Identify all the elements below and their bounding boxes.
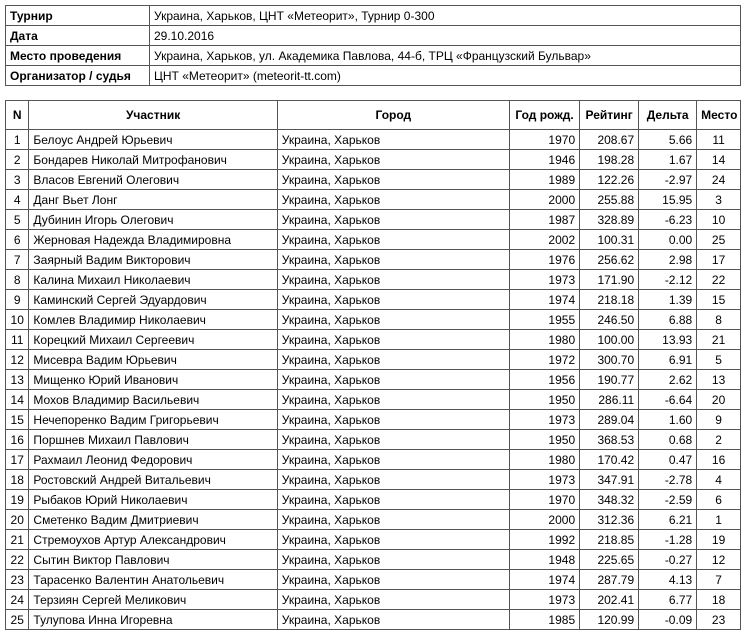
birth-year-cell: 1973 — [509, 470, 579, 490]
info-value: Украина, Харьков, ул. Академика Павлова, 44-б, ТРЦ «Французский Бульвар» — [150, 46, 741, 66]
row-number-cell: 15 — [6, 410, 29, 430]
city-cell: Украина, Харьков — [277, 330, 509, 350]
birth-year-cell: 1950 — [509, 390, 579, 410]
place-cell: 24 — [697, 170, 741, 190]
row-number-cell: 14 — [6, 390, 29, 410]
info-row — [6, 46, 741, 66]
info-value: 29.10.2016 — [150, 26, 741, 46]
rating-cell: 218.18 — [580, 290, 639, 310]
table-row — [6, 330, 741, 350]
table-row — [6, 250, 741, 270]
rating-cell: 255.88 — [580, 190, 639, 210]
birth-year-cell: 1956 — [509, 370, 579, 390]
col-header-city: Город — [277, 101, 509, 130]
rating-cell: 120.99 — [580, 610, 639, 630]
place-cell: 9 — [697, 410, 741, 430]
birth-year-cell: 1974 — [509, 290, 579, 310]
col-header-birth-year: Год рожд. — [509, 101, 579, 130]
rating-cell: 289.04 — [580, 410, 639, 430]
table-row — [6, 350, 741, 370]
birth-year-cell: 1992 — [509, 530, 579, 550]
info-key: Организатор / судья — [6, 66, 150, 86]
participant-name-cell: Стремоухов Артур Александрович — [29, 530, 277, 550]
participant-name-cell: Власов Евгений Олегович — [29, 170, 277, 190]
birth-year-cell: 2000 — [509, 510, 579, 530]
row-number-cell: 23 — [6, 570, 29, 590]
birth-year-cell: 1970 — [509, 130, 579, 150]
row-number-cell: 6 — [6, 230, 29, 250]
delta-cell: 6.21 — [639, 510, 697, 530]
delta-cell: 1.67 — [639, 150, 697, 170]
table-row — [6, 130, 741, 150]
place-cell: 19 — [697, 530, 741, 550]
rating-cell: 198.28 — [580, 150, 639, 170]
birth-year-cell: 1946 — [509, 150, 579, 170]
city-cell: Украина, Харьков — [277, 490, 509, 510]
row-number-cell: 22 — [6, 550, 29, 570]
row-number-cell: 1 — [6, 130, 29, 150]
delta-cell: -1.28 — [639, 530, 697, 550]
row-number-cell: 8 — [6, 270, 29, 290]
participants-table — [5, 100, 741, 630]
place-cell: 15 — [697, 290, 741, 310]
row-number-cell: 9 — [6, 290, 29, 310]
col-header-rating: Рейтинг — [580, 101, 639, 130]
table-row — [6, 430, 741, 450]
table-row — [6, 370, 741, 390]
row-number-cell: 2 — [6, 150, 29, 170]
birth-year-cell: 1987 — [509, 210, 579, 230]
table-row — [6, 290, 741, 310]
birth-year-cell: 1973 — [509, 590, 579, 610]
place-cell: 14 — [697, 150, 741, 170]
place-cell: 2 — [697, 430, 741, 450]
participant-name-cell: Мищенко Юрий Иванович — [29, 370, 277, 390]
birth-year-cell: 1950 — [509, 430, 579, 450]
row-number-cell: 18 — [6, 470, 29, 490]
table-row — [6, 310, 741, 330]
participant-name-cell: Поршнев Михаил Павлович — [29, 430, 277, 450]
place-cell: 23 — [697, 610, 741, 630]
participant-name-cell: Белоус Андрей Юрьевич — [29, 130, 277, 150]
row-number-cell: 19 — [6, 490, 29, 510]
birth-year-cell: 1972 — [509, 350, 579, 370]
delta-cell: -2.59 — [639, 490, 697, 510]
rating-cell: 368.53 — [580, 430, 639, 450]
table-row — [6, 530, 741, 550]
birth-year-cell: 1974 — [509, 570, 579, 590]
city-cell: Украина, Харьков — [277, 290, 509, 310]
rating-cell: 202.41 — [580, 590, 639, 610]
participant-name-cell: Терзиян Сергей Меликович — [29, 590, 277, 610]
delta-cell: 5.66 — [639, 130, 697, 150]
delta-cell: 13.93 — [639, 330, 697, 350]
tournament-info-body — [6, 6, 741, 86]
participant-name-cell: Корецкий Михаил Сергеевич — [29, 330, 277, 350]
row-number-cell: 24 — [6, 590, 29, 610]
row-number-cell: 11 — [6, 330, 29, 350]
delta-cell: 6.88 — [639, 310, 697, 330]
delta-cell: 2.98 — [639, 250, 697, 270]
city-cell: Украина, Харьков — [277, 530, 509, 550]
city-cell: Украина, Харьков — [277, 350, 509, 370]
place-cell: 21 — [697, 330, 741, 350]
place-cell: 17 — [697, 250, 741, 270]
place-cell: 16 — [697, 450, 741, 470]
participant-name-cell: Жерновая Надежда Владимировна — [29, 230, 277, 250]
delta-cell: 15.95 — [639, 190, 697, 210]
participant-name-cell: Каминский Сергей Эдуардович — [29, 290, 277, 310]
participant-name-cell: Мохов Владимир Васильевич — [29, 390, 277, 410]
city-cell: Украина, Харьков — [277, 270, 509, 290]
info-value: Украина, Харьков, ЦНТ «Метеорит», Турнир 0-300 — [150, 6, 741, 26]
participant-name-cell: Тарасенко Валентин Анатольевич — [29, 570, 277, 590]
city-cell: Украина, Харьков — [277, 150, 509, 170]
table-row — [6, 390, 741, 410]
delta-cell: -2.97 — [639, 170, 697, 190]
participant-name-cell: Бондарев Николай Митрофанович — [29, 150, 277, 170]
rating-cell: 190.77 — [580, 370, 639, 390]
city-cell: Украина, Харьков — [277, 570, 509, 590]
city-cell: Украина, Харьков — [277, 190, 509, 210]
city-cell: Украина, Харьков — [277, 410, 509, 430]
birth-year-cell: 1948 — [509, 550, 579, 570]
row-number-cell: 25 — [6, 610, 29, 630]
city-cell: Украина, Харьков — [277, 310, 509, 330]
row-number-cell: 17 — [6, 450, 29, 470]
delta-cell: 0.68 — [639, 430, 697, 450]
table-row — [6, 410, 741, 430]
delta-cell: -6.23 — [639, 210, 697, 230]
row-number-cell: 16 — [6, 430, 29, 450]
rating-cell: 100.31 — [580, 230, 639, 250]
rating-cell: 218.85 — [580, 530, 639, 550]
participants-table-header — [6, 101, 741, 130]
delta-cell: -2.12 — [639, 270, 697, 290]
delta-cell: -6.64 — [639, 390, 697, 410]
table-row — [6, 490, 741, 510]
table-row — [6, 510, 741, 530]
rating-cell: 312.36 — [580, 510, 639, 530]
info-key: Турнир — [6, 6, 150, 26]
birth-year-cell: 2000 — [509, 190, 579, 210]
col-header-place: Место — [697, 101, 741, 130]
delta-cell: 0.00 — [639, 230, 697, 250]
col-header-delta: Дельта — [639, 101, 697, 130]
info-row — [6, 6, 741, 26]
place-cell: 1 — [697, 510, 741, 530]
place-cell: 3 — [697, 190, 741, 210]
table-row — [6, 190, 741, 210]
birth-year-cell: 1980 — [509, 450, 579, 470]
row-number-cell: 7 — [6, 250, 29, 270]
rating-cell: 246.50 — [580, 310, 639, 330]
birth-year-cell: 1985 — [509, 610, 579, 630]
row-number-cell: 10 — [6, 310, 29, 330]
delta-cell: 0.47 — [639, 450, 697, 470]
city-cell: Украина, Харьков — [277, 450, 509, 470]
birth-year-cell: 2002 — [509, 230, 579, 250]
birth-year-cell: 1973 — [509, 410, 579, 430]
table-row — [6, 270, 741, 290]
participants-table-body — [6, 130, 741, 630]
tournament-info-table — [5, 5, 741, 86]
birth-year-cell: 1989 — [509, 170, 579, 190]
birth-year-cell: 1980 — [509, 330, 579, 350]
place-cell: 20 — [697, 390, 741, 410]
row-number-cell: 20 — [6, 510, 29, 530]
table-row — [6, 150, 741, 170]
row-number-cell: 21 — [6, 530, 29, 550]
participant-name-cell: Комлев Владимир Николаевич — [29, 310, 277, 330]
place-cell: 22 — [697, 270, 741, 290]
birth-year-cell: 1970 — [509, 490, 579, 510]
place-cell: 7 — [697, 570, 741, 590]
city-cell: Украина, Харьков — [277, 390, 509, 410]
delta-cell: 1.39 — [639, 290, 697, 310]
participant-name-cell: Сытин Виктор Павлович — [29, 550, 277, 570]
rating-cell: 100.00 — [580, 330, 639, 350]
delta-cell: -2.78 — [639, 470, 697, 490]
rating-cell: 348.32 — [580, 490, 639, 510]
city-cell: Украина, Харьков — [277, 370, 509, 390]
table-row — [6, 210, 741, 230]
city-cell: Украина, Харьков — [277, 170, 509, 190]
delta-cell: 2.62 — [639, 370, 697, 390]
place-cell: 18 — [697, 590, 741, 610]
table-row — [6, 610, 741, 630]
rating-cell: 286.11 — [580, 390, 639, 410]
place-cell: 4 — [697, 470, 741, 490]
place-cell: 11 — [697, 130, 741, 150]
rating-cell: 287.79 — [580, 570, 639, 590]
rating-cell: 122.26 — [580, 170, 639, 190]
birth-year-cell: 1973 — [509, 270, 579, 290]
row-number-cell: 4 — [6, 190, 29, 210]
participant-name-cell: Мисевра Вадим Юрьевич — [29, 350, 277, 370]
info-row — [6, 26, 741, 46]
delta-cell: 4.13 — [639, 570, 697, 590]
participant-name-cell: Рахмаил Леонид Федорович — [29, 450, 277, 470]
participant-name-cell: Тулупова Инна Игоревна — [29, 610, 277, 630]
header-row — [6, 101, 741, 130]
col-header-participant: Участник — [29, 101, 277, 130]
city-cell: Украина, Харьков — [277, 590, 509, 610]
col-header-number: N — [6, 101, 29, 130]
table-row — [6, 570, 741, 590]
participant-name-cell: Дубинин Игорь Олегович — [29, 210, 277, 230]
place-cell: 8 — [697, 310, 741, 330]
delta-cell: -0.27 — [639, 550, 697, 570]
rating-cell: 347.91 — [580, 470, 639, 490]
table-row — [6, 590, 741, 610]
row-number-cell: 5 — [6, 210, 29, 230]
city-cell: Украина, Харьков — [277, 430, 509, 450]
rating-cell: 208.67 — [580, 130, 639, 150]
info-value: ЦНТ «Метеорит» (meteorit-tt.com) — [150, 66, 741, 86]
city-cell: Украина, Харьков — [277, 210, 509, 230]
participant-name-cell: Калина Михаил Николаевич — [29, 270, 277, 290]
rating-cell: 256.62 — [580, 250, 639, 270]
rating-cell: 170.42 — [580, 450, 639, 470]
city-cell: Украина, Харьков — [277, 470, 509, 490]
info-key: Место проведения — [6, 46, 150, 66]
place-cell: 6 — [697, 490, 741, 510]
table-row — [6, 170, 741, 190]
city-cell: Украина, Харьков — [277, 250, 509, 270]
place-cell: 13 — [697, 370, 741, 390]
city-cell: Украина, Харьков — [277, 130, 509, 150]
table-row — [6, 230, 741, 250]
participant-name-cell: Рыбаков Юрий Николаевич — [29, 490, 277, 510]
delta-cell: -0.09 — [639, 610, 697, 630]
participant-name-cell: Данг Вьет Лонг — [29, 190, 277, 210]
place-cell: 25 — [697, 230, 741, 250]
participant-name-cell: Сметенко Вадим Дмитриевич — [29, 510, 277, 530]
info-key: Дата — [6, 26, 150, 46]
table-row — [6, 470, 741, 490]
participant-name-cell: Заярный Вадим Викторович — [29, 250, 277, 270]
row-number-cell: 3 — [6, 170, 29, 190]
delta-cell: 6.77 — [639, 590, 697, 610]
place-cell: 10 — [697, 210, 741, 230]
rating-cell: 171.90 — [580, 270, 639, 290]
delta-cell: 6.91 — [639, 350, 697, 370]
table-row — [6, 450, 741, 470]
place-cell: 5 — [697, 350, 741, 370]
table-row — [6, 550, 741, 570]
delta-cell: 1.60 — [639, 410, 697, 430]
birth-year-cell: 1955 — [509, 310, 579, 330]
participant-name-cell: Нечепоренко Вадим Григорьевич — [29, 410, 277, 430]
city-cell: Украина, Харьков — [277, 510, 509, 530]
place-cell: 12 — [697, 550, 741, 570]
info-row — [6, 66, 741, 86]
birth-year-cell: 1976 — [509, 250, 579, 270]
rating-cell: 300.70 — [580, 350, 639, 370]
city-cell: Украина, Харьков — [277, 550, 509, 570]
row-number-cell: 13 — [6, 370, 29, 390]
participant-name-cell: Ростовский Андрей Витальевич — [29, 470, 277, 490]
city-cell: Украина, Харьков — [277, 230, 509, 250]
row-number-cell: 12 — [6, 350, 29, 370]
city-cell: Украина, Харьков — [277, 610, 509, 630]
rating-cell: 328.89 — [580, 210, 639, 230]
rating-cell: 225.65 — [580, 550, 639, 570]
